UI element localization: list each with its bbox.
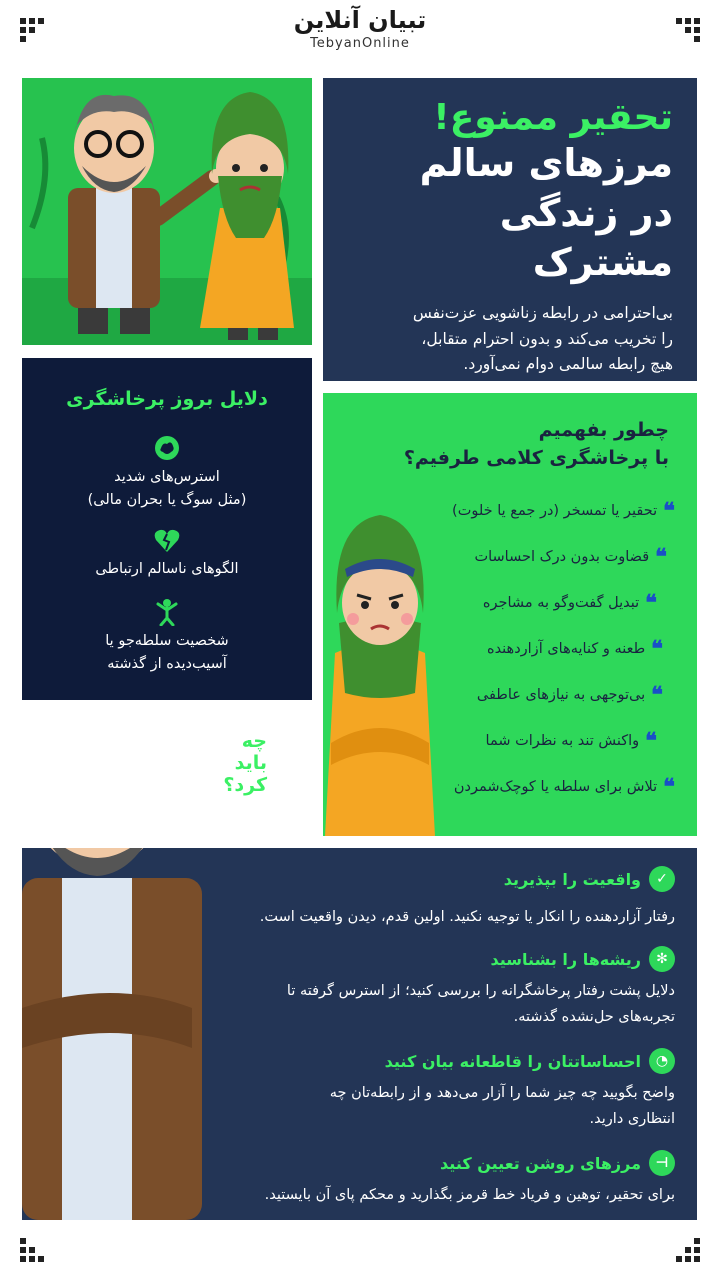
step-express-desc-line2: انتظاری دارید. xyxy=(589,1111,675,1128)
main-title-line1: مرزهای سالم xyxy=(419,141,673,186)
cause-stress-line2: (مثل سوگ یا بحران مالی) xyxy=(87,492,247,509)
cause-personality-line1: شخصیت سلطه‌جو یا xyxy=(105,632,229,649)
step-roots-title: ریشه‌ها را بشناسید xyxy=(490,949,641,969)
cause-stress-line1: استرس‌های شدید xyxy=(114,469,220,485)
speaking-head-icon: ◔ xyxy=(649,1048,675,1074)
corner-ornament-bottom-left xyxy=(20,1238,44,1262)
step-accept-title: واقعیت را بپذیرید xyxy=(503,869,641,889)
step-accept-desc xyxy=(35,904,675,930)
step-boundaries-title-row xyxy=(175,1150,675,1176)
title-panel xyxy=(323,78,697,381)
causes-panel xyxy=(22,358,312,700)
recognition-item-text: واکنش تند به نظرات شما xyxy=(485,733,640,750)
quote-mark-icon: ❝ xyxy=(663,774,675,801)
step-roots-desc xyxy=(35,978,675,1030)
step-accept xyxy=(175,866,675,892)
step-roots-desc-line2: تجربه‌های حل‌نشده گذشته. xyxy=(513,1009,675,1026)
step-express-title-row xyxy=(175,1048,675,1074)
quote-mark-icon: ❝ xyxy=(655,544,667,571)
intro-desc-line3: هیچ رابطه سالمی دوام نمی‌آورد. xyxy=(463,355,673,374)
brain-stress-icon xyxy=(153,434,181,462)
step-boundaries-desc-line1: برای تحقیر، توهین و فریاد خط قرمز بگذارید و محکم پای آن بایستید. xyxy=(264,1187,675,1203)
woman-crossed-arms-illustration xyxy=(325,503,435,836)
intro-desc-line1: بی‌احترامی در رابطه زناشویی عزت‌نفس xyxy=(412,304,673,323)
what-to-do-line2: باید xyxy=(234,752,267,774)
step-roots-title-row xyxy=(175,946,675,972)
cause-personality-line2: آسیب‌دیده از گذشته xyxy=(107,655,227,672)
step-boundaries-desc xyxy=(35,1182,675,1208)
step-accept-title-row xyxy=(175,866,675,892)
cause-item-personality xyxy=(22,598,312,676)
step-boundaries-title: مرزهای روشن تعیین کنید xyxy=(440,1153,641,1173)
brand-name-en: TebyanOnline xyxy=(310,36,410,51)
step-roots xyxy=(175,946,675,972)
quote-mark-icon: ❝ xyxy=(651,682,663,709)
recognition-panel xyxy=(323,393,697,836)
what-to-do-line1: چه xyxy=(241,730,267,752)
couple-illustration-svg xyxy=(22,78,312,345)
steps-panel xyxy=(22,848,697,1220)
recognition-title xyxy=(323,417,697,472)
recognition-title-line2: با پرخاشگری کلامی طرفیم؟ xyxy=(403,446,669,469)
main-title-line2: در زندگی مشترک xyxy=(499,190,673,284)
intro-description xyxy=(323,301,697,378)
corner-ornament-bottom-right xyxy=(676,1238,700,1262)
boundary-line-icon: ⊢ xyxy=(649,1150,675,1176)
recognition-item-text: تبدیل گفت‌وگو به مشاجره xyxy=(482,595,640,612)
causes-title: دلایل بروز پرخاشگری xyxy=(66,388,268,410)
recognition-item-text: بی‌توجهی به نیازهای عاطفی xyxy=(476,687,646,704)
step-express xyxy=(175,1048,675,1074)
step-express-desc xyxy=(35,1080,675,1132)
quote-mark-icon: ❝ xyxy=(645,590,657,617)
step-roots-desc-line1: دلایل پشت رفتار پرخاشگرانه را بررسی کنید؛ از استرس گرفته تا xyxy=(286,983,675,999)
couple-argument-illustration xyxy=(22,78,312,345)
angry-person-icon xyxy=(152,598,182,626)
cause-patterns-line1: الگوهای ناسالم ارتباطی xyxy=(95,561,239,578)
recognition-title-line1: چطور بفهمیم xyxy=(538,419,669,441)
step-boundaries xyxy=(175,1150,675,1176)
roots-icon: ✻ xyxy=(649,946,675,972)
what-to-do-line3: کرد؟ xyxy=(223,774,267,796)
brand-name-fa: تبیان آنلاین xyxy=(293,6,427,34)
step-accept-desc-line1: رفتار آزاردهنده را انکار یا توجیه نکنید. اولین قدم، دیدن واقعیت است. xyxy=(259,909,675,925)
headline: تحقیر ممنوع! xyxy=(433,97,673,138)
step-express-title: احساساتتان را قاطعانه بیان کنید xyxy=(384,1051,641,1071)
recognition-item-text: قضاوت بدون درک احساسات xyxy=(474,549,650,566)
recognition-item-text: طعنه و کنایه‌های آزاردهنده xyxy=(486,641,646,658)
cause-item-stress xyxy=(22,434,312,512)
recognition-item-text: تحقیر یا تمسخر (در جمع یا خلوت) xyxy=(452,503,658,520)
recognition-item-text: تلاش برای سلطه یا کوچک‌شمردن xyxy=(453,779,658,796)
step-express-desc-line1: واضح بگویید چه چیز شما را آزار می‌دهد و از رابطه‌تان چه xyxy=(329,1085,675,1101)
intro-desc-line2: را تخریب می‌کند و بدون احترام متقابل، xyxy=(421,329,673,348)
what-to-do-heading xyxy=(22,712,322,842)
cause-item-patterns xyxy=(22,528,312,581)
quote-mark-icon: ❝ xyxy=(645,728,657,755)
check-icon: ✓ xyxy=(649,866,675,892)
quote-mark-icon: ❝ xyxy=(651,636,663,663)
quote-mark-icon: ❝ xyxy=(663,498,675,525)
broken-heart-icon xyxy=(153,528,181,554)
brand-header xyxy=(0,6,720,51)
